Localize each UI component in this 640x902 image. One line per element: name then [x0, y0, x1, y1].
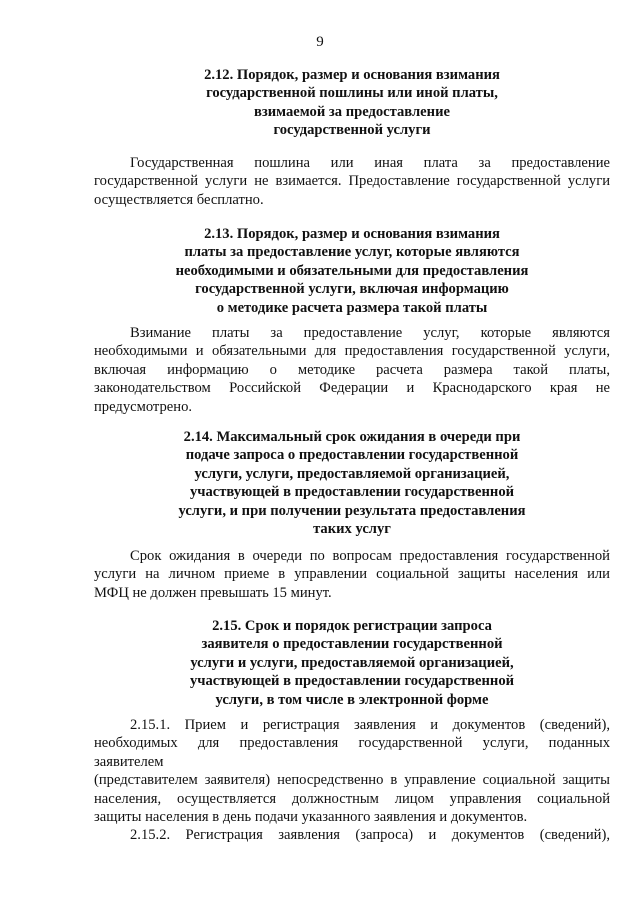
paragraph-line: услуги на личном приеме в управлении социальной защиты населения или — [94, 566, 610, 583]
paragraph-line: населения, осуществляется должностным лицом управления социальной — [94, 790, 610, 807]
paragraph-line: (представителем заявителя) непосредственно в управление социальной защиты — [94, 772, 610, 789]
paragraph-line: Срок ожидания в очереди по вопросам предоставления государственной — [130, 548, 610, 564]
paragraph-line: необходимых для предоставления государственной услуги, поданных — [94, 735, 610, 752]
heading-line: участвующей в предоставлении государственной — [189, 673, 515, 690]
paragraph-line: 2.15.1. Прием и регистрация заявления и документов (сведений), — [130, 717, 610, 733]
section-2-13-heading — [94, 225, 610, 317]
paragraph-line: МФЦ не должен превышать 15 минут. — [94, 584, 332, 601]
heading-line: необходимыми и обязательными для предоставления — [175, 262, 529, 279]
paragraph-line: Взимание платы за предоставление услуг, которые являются — [130, 325, 610, 341]
section-2-13-paragraph — [94, 324, 610, 416]
heading-line: о методике расчета размера такой платы — [216, 299, 488, 316]
heading-line: 2.12. Порядок, размер и основания взимания — [204, 67, 500, 83]
section-2-14-heading — [94, 428, 610, 538]
heading-line: государственной пошлины или иной платы, — [206, 85, 498, 102]
heading-line: взимаемой за предоставление — [254, 103, 450, 120]
heading-line: таких услуг — [313, 521, 391, 538]
heading-line: государственной услуги — [273, 122, 431, 139]
section-2-12-heading — [94, 66, 610, 140]
heading-line: 2.15. Срок и порядок регистрации запроса — [212, 618, 492, 634]
heading-line: услуги, в том числе в электронной форме — [215, 691, 489, 708]
heading-line: государственной услуги, включая информацию — [195, 281, 509, 298]
paragraph-line: защиты населения в день подачи указанного заявления и документов. — [94, 809, 528, 826]
section-2-15-paragraph — [94, 716, 610, 845]
heading-line: платы за предоставление услуг, которые являются — [184, 244, 520, 261]
paragraph-line: 2.15.2. Регистрация заявления (запроса) и документов (сведений), — [130, 827, 610, 844]
heading-line: услуги, услуги, предоставляемой организацией, — [194, 465, 510, 482]
heading-line: услуги и услуги, предоставляемой организацией, — [190, 654, 514, 671]
paragraph-line: Государственная пошлина или иная плата за предоставление — [130, 155, 610, 171]
heading-line: заявителя о предоставлении государственной — [201, 636, 503, 653]
paragraph-line: заявителем — [94, 753, 164, 770]
heading-line: 2.13. Порядок, размер и основания взимания — [204, 226, 500, 242]
heading-line: 2.14. Максимальный срок ожидания в очереди при — [183, 429, 521, 445]
paragraph-line: законодательством Российской Федерации и Краснодарского края не — [94, 380, 610, 397]
paragraph-line: предусмотрено. — [94, 398, 193, 415]
heading-line: услуги, и при получении результата предоставления — [178, 502, 526, 519]
heading-line: подаче запроса о предоставлении государственной — [185, 447, 519, 464]
page-number: 9 — [316, 34, 324, 50]
paragraph-line: необходимыми и обязательными для предоставления государственной услуги, — [94, 343, 610, 360]
paragraph-line: осуществляется бесплатно. — [94, 191, 264, 208]
paragraph-line: включая информацию о методике расчета размера такой платы, — [94, 361, 610, 378]
section-2-15-heading — [94, 617, 610, 709]
section-2-12-paragraph — [94, 154, 610, 209]
paragraph-line: государственной услуги не взимается. Предоставление государственной услуги — [94, 173, 610, 190]
section-2-14-paragraph — [94, 547, 610, 602]
heading-line: участвующей в предоставлении государственной — [189, 484, 515, 501]
